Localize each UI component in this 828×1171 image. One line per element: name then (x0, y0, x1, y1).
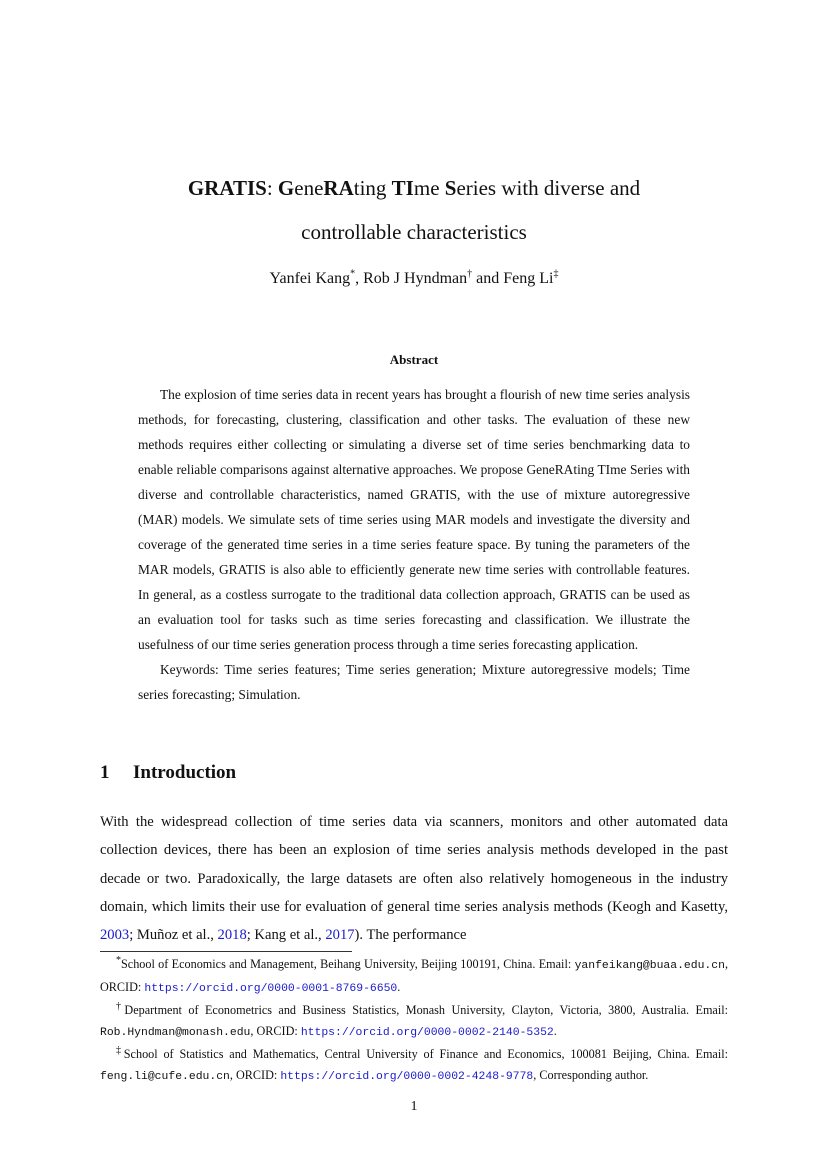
intro-text: ; Kang et al., (246, 927, 326, 944)
footnote-mark: † (116, 1000, 125, 1012)
footnote-text: Department of Econometrics and Business Statistics, Monash University, Clayton, Victoria, 3800, Australia. Email: (124, 1003, 728, 1017)
intro-text: ). The performance (354, 927, 467, 944)
footnote-text: School of Statistics and Mathematics, Central University of Finance and Economics, 100081 Beijing, China. Email: (123, 1047, 728, 1061)
footnote-text: . (553, 1024, 557, 1038)
abstract-heading: Abstract (389, 352, 439, 367)
orcid-link[interactable]: https://orcid.org/0000-0001-8769-6650 (144, 983, 398, 995)
footnote-text: , ORCID: (229, 1068, 281, 1082)
title-line2: controllable characteristics (301, 220, 527, 244)
author-1: Yanfei Kang (269, 270, 351, 287)
footnote-rule (100, 951, 352, 952)
title-me: me (413, 176, 445, 200)
author-3: Feng Li (503, 270, 554, 287)
citation-link[interactable]: 2018 (217, 927, 247, 944)
author-1-mark: * (350, 268, 356, 280)
citation-link[interactable]: 2017 (325, 927, 355, 944)
title-ra: RA (323, 176, 354, 200)
intro-text: ; Muñoz et al., (129, 927, 218, 944)
author-sep: and (472, 270, 504, 287)
footnote-mark: ‡ (116, 1044, 124, 1056)
email-text: yanfeikang@buaa.edu.cn (574, 960, 725, 972)
footnote-2 (100, 1000, 728, 1044)
email-text: feng.li@cufe.edu.cn (100, 1071, 230, 1083)
title-ti: TI (391, 176, 414, 200)
footnote-text: , Corresponding author. (533, 1068, 649, 1082)
footnote-text: , ORCID: (100, 957, 728, 994)
author-2-mark: † (467, 268, 473, 280)
intro-text: With the widespread collection of time series data via scanners, monitors and other automated data collection devices, there has been an explosion of time series analysis methods developed in the past decade or two. Paradoxically, the large datasets are often also relatively homogeneous in the industry domain, which limits their use for evaluation of general time series analysis methods (Keogh and Kasetty, (100, 814, 728, 915)
footnote-1 (100, 954, 728, 1000)
author-2: Rob J Hyndman (363, 270, 468, 287)
abstract-text: The explosion of time series data in recent years has brought a flourish of new time series analysis methods, for forecasting, clustering, classification and other tasks. The evaluation of these new methods requires either collecting or simulating a diverse set of time series benchmarking data to enable reliable comparisons against alternative approaches. We propose GeneRAting TIme Series with diverse and controllable characteristics, named GRATIS, with the use of mixture autoregressive (MAR) models. We simulate sets of time series using MAR models and investigate the diversity and coverage of the generated time series in a time series feature space. By tuning the parameters of the MAR models, GRATIS is also able to efficiently generate new time series with controllable features. In general, as a costless surrogate to the traditional data collection approach, GRATIS can be used as an evaluation tool for tasks such as time series forecasting and classification. We illustrate the usefulness of our time series generation process through a time series forecasting application. (138, 387, 690, 652)
paper-title (100, 166, 728, 254)
author-list (100, 270, 728, 288)
title-s: S (444, 176, 457, 200)
footnote-3 (100, 1044, 728, 1088)
footnotes (100, 954, 728, 1088)
orcid-link[interactable]: https://orcid.org/0000-0002-4248-9778 (280, 1071, 534, 1083)
title-ting: ting (353, 176, 392, 200)
footnote-text: School of Economics and Management, Beihang University, Beijing 100191, China. Email: (121, 957, 575, 971)
title-ene: ene (294, 176, 324, 200)
section-title: Introduction (133, 762, 237, 783)
email-text: Rob.Hyndman@monash.edu (100, 1027, 251, 1039)
author-3-mark: ‡ (553, 268, 559, 280)
orcid-link[interactable]: https://orcid.org/0000-0002-2140-5352 (300, 1027, 554, 1039)
abstract-body (138, 382, 690, 707)
page-number: 1 (410, 1099, 418, 1114)
title-colon: : (266, 176, 278, 200)
intro-paragraph (100, 808, 728, 949)
footnote-mark: * (116, 954, 121, 966)
keywords: Keywords: Time series features; Time series generation; Mixture autoregressive models; Time series forecasting; Simulation. (138, 662, 690, 702)
citation-link[interactable]: 2003 (100, 927, 130, 944)
footnote-text: . (397, 980, 401, 994)
title-eries: eries with diverse and (456, 176, 641, 200)
title-g: G (277, 176, 295, 200)
title-gratis: GRATIS (187, 176, 267, 200)
author-sep: , (355, 270, 364, 287)
section-heading (100, 762, 236, 784)
footnote-text: , ORCID: (250, 1024, 301, 1038)
section-number: 1 (100, 762, 110, 783)
